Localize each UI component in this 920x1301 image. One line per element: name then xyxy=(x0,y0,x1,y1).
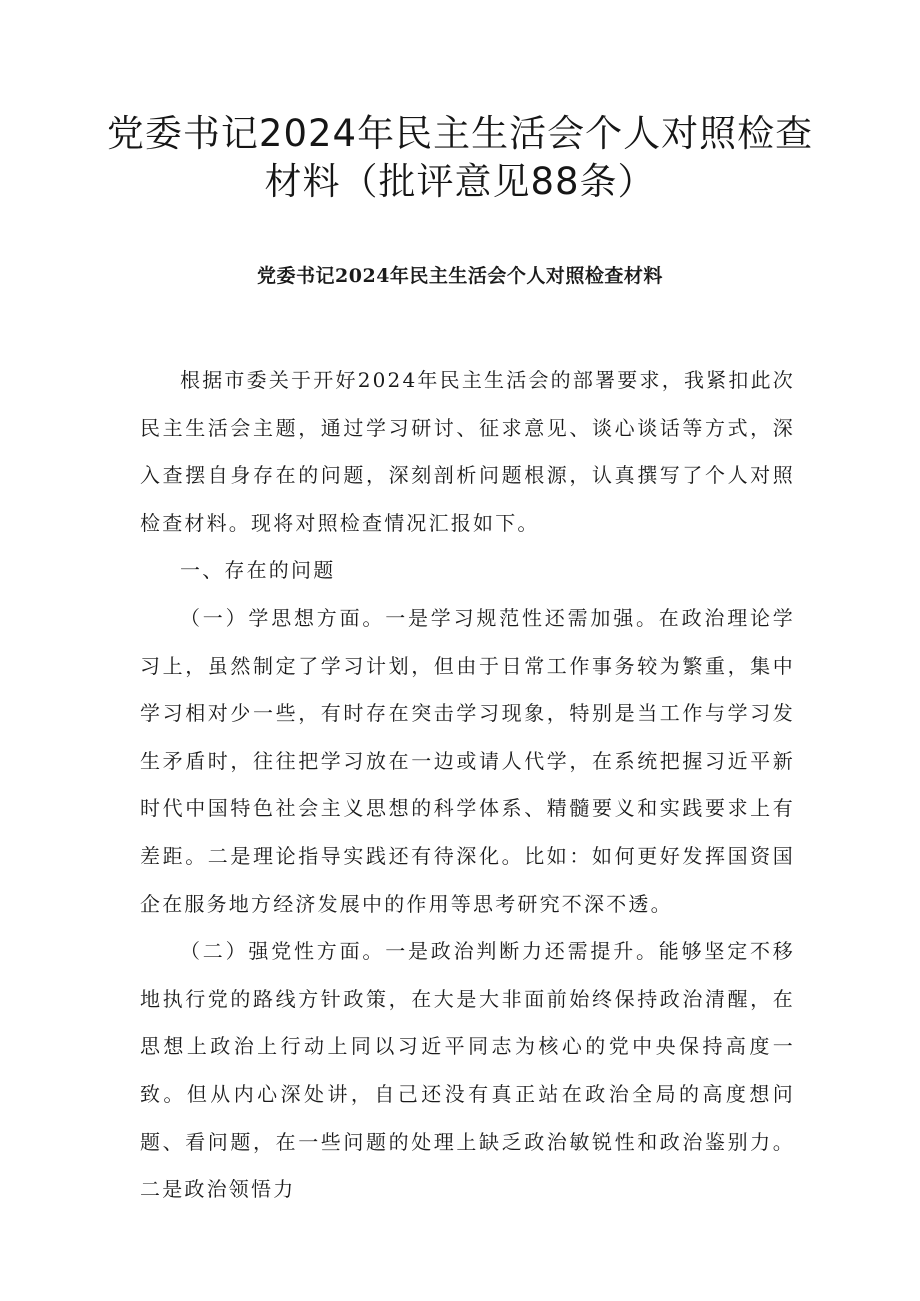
paragraph-study-thought: （一）学思想方面。一是学习规范性还需加强。在政治理论学习上，虽然制定了学习计划，但由于日常工作事务较为繁重，集中学习相对少一些，有时存在突击学习现象，特别是当工作与学习发生矛盾时，往往把学习放在一边或请人代学，在系统把握习近平新时代中国特色社会主义思想的科学体系、精髓要义和实践要求上有差距。二是理论指导实践还有待深化。比如：如何更好发挥国资国企在服务地方经济发展中的作用等思考研究不深不透。 xyxy=(140,605,795,916)
paragraph-party-spirit: （二）强党性方面。一是政治判断力还需提升。能够坚定不移地执行党的路线方针政策，在大是大非面前始终保持政治清醒，在思想上政治上行动上同以习近平同志为核心的党中央保持高度一致。但从内心深处讲，自己还没有真正站在政治全局的高度想问题、看问题，在一些问题的处理上缺乏政治敏锐性和政治鉴别力。二是政治领悟力 xyxy=(140,939,795,1202)
section-heading-problems: 一、存在的问题 xyxy=(180,558,336,583)
document-subtitle: 党委书记2024年民主生活会个人对照检查材料 xyxy=(257,265,663,287)
document-body xyxy=(140,357,795,1214)
intro-paragraph: 根据市委关于开好2024年民主生活会的部署要求，我紧扣此次民主生活会主题，通过学习研讨、征求意见、谈心谈话等方式，深入查摆自身存在的问题，深刻剖析问题根源，认真撰写了个人对照检查材料。现将对照检查情况汇报如下。 xyxy=(140,368,795,535)
document-title: 党委书记2024年民主生活会个人对照检查材料（批评意见88条） xyxy=(106,112,814,203)
